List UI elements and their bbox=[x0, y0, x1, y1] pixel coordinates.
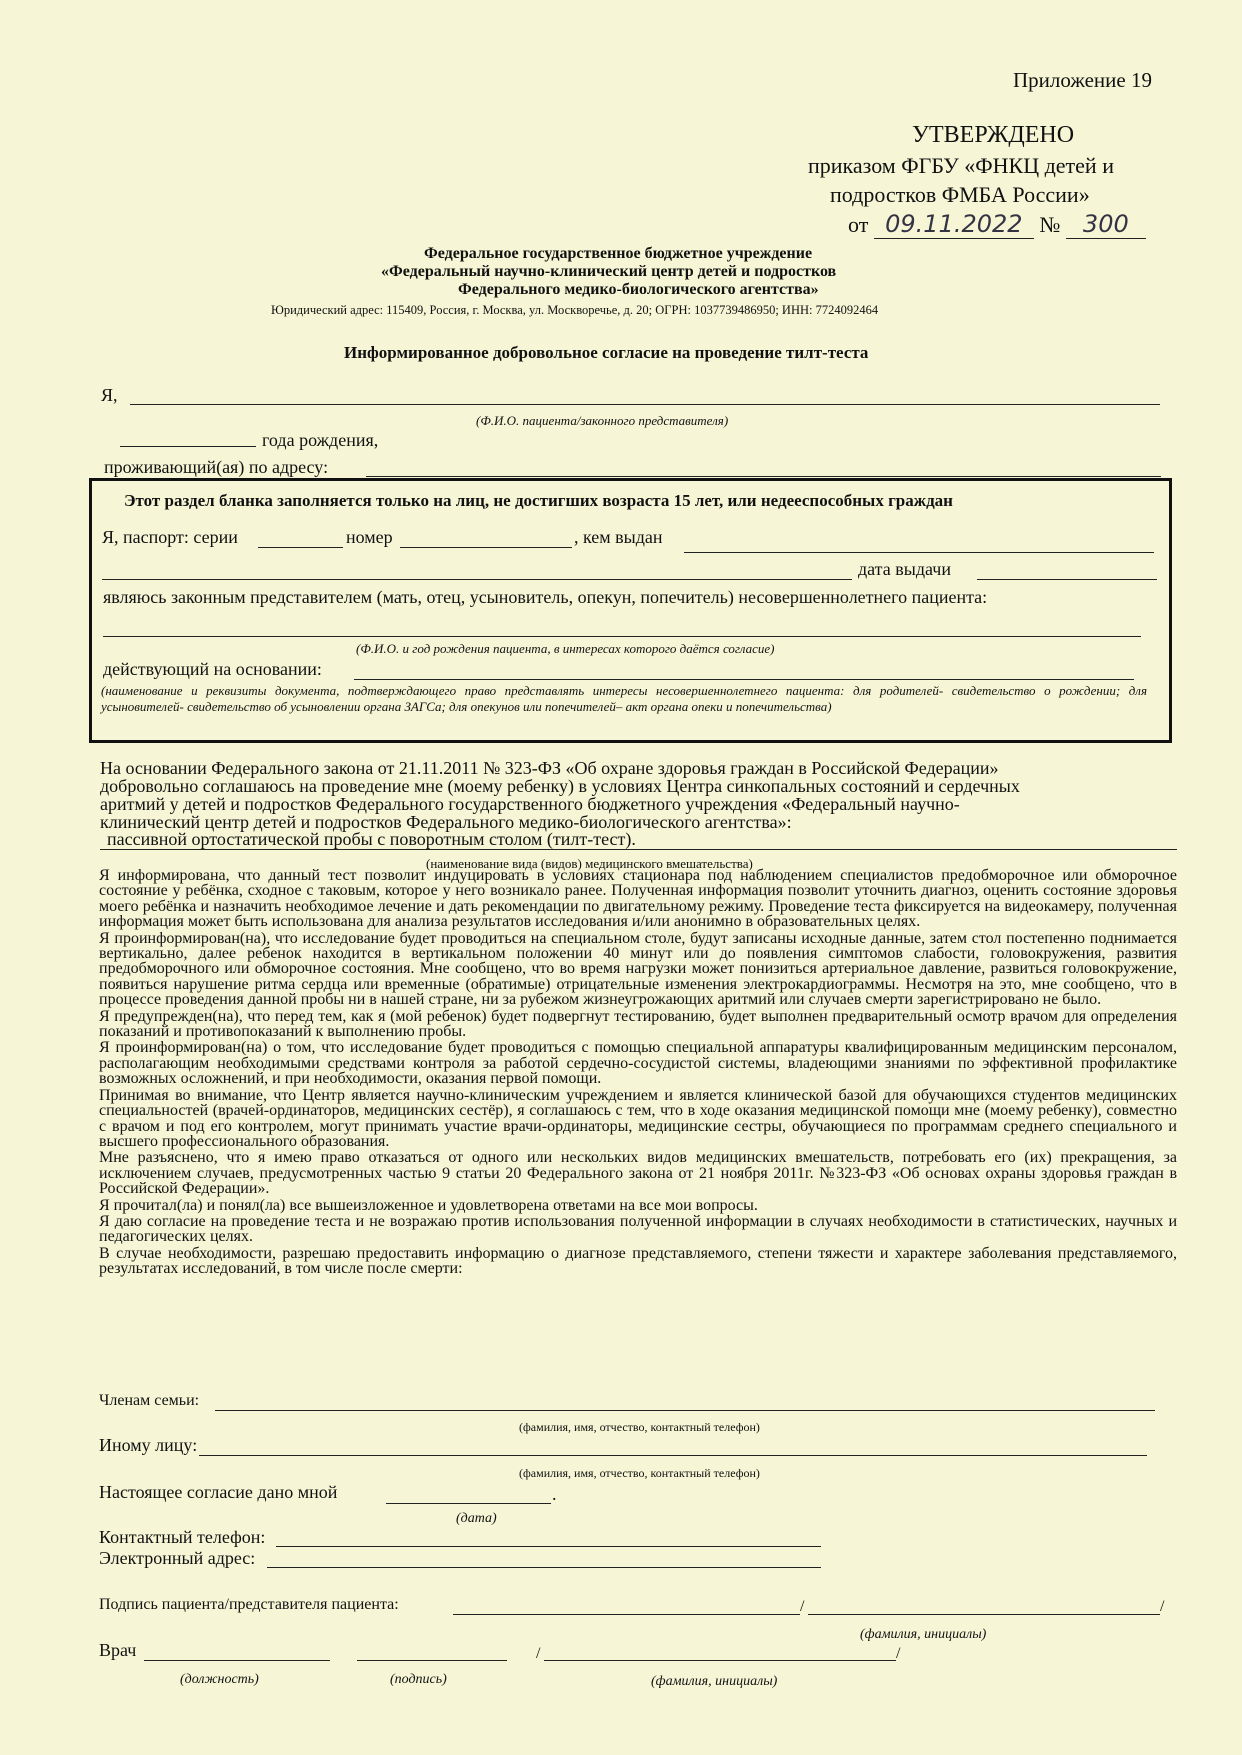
document-title: Информированное добровольное согласие на проведение тилт-теста bbox=[344, 343, 869, 362]
phone-field[interactable] bbox=[276, 1546, 821, 1547]
doctor-slash-2: / bbox=[896, 1645, 901, 1662]
procedure-caption: (наименование вида (видов) медицинского вмешательства) bbox=[426, 856, 753, 871]
approval-number-label: № bbox=[1039, 212, 1061, 237]
consent-line-3: аритмий у детей и подростков Федерального государственного бюджетного учреждения «Федеральный научно- bbox=[100, 794, 960, 814]
paragraph-informed: Я информирована, что данный тест позволит индуцировать в условиях стационара под наблюдением специалистов предобморочное или обморочное состояние у ребёнка, сходное с таковым, которое у него возникало ранее. Полученная информация позволит уточнить диагноз, оценить состояние здоровья моего ребёнка и назначить необходимое лечение и дать рекомендации по двигательному режиму. Проведение теста фиксируется на видеокамеру, полученная информация может быть использована для анализа результатов исследования и/или анонимно в образовательных целях. bbox=[99, 867, 1177, 931]
appendix-label: Приложение 19 bbox=[1013, 68, 1152, 92]
passport-number-field[interactable] bbox=[400, 547, 572, 548]
paragraph-procedure: Я проинформирован(на), что исследование будет проводиться на специальном столе, будут записаны исходные данные, затем стол постепенно поднимается вертикально, далее ребенок находится в вертикальном положении 40 минут или до появления симптомов слабости, головокружения, развития предобморочного или обморочное состояния. Мне сообщено, что во время нагрузки может понизиться артериальное давление, развиться головокружение, появиться нарушение ритма сердца или временные (обратимые) отрицательные изменения электрокардиограммы. Несмотря на это, мне сообщено, что в процессе проведения данной пробы ни в нашей стране, ни за рубежом жизнеугрожающих аритмий или случаев смерти зарегистрировано не было. bbox=[99, 929, 1177, 1009]
signature-slash-2: / bbox=[1160, 1598, 1165, 1615]
guardian-section-heading: Этот раздел бланка заполняется только на лиц, не достигших возраста 15 лет, или недееспособных граждан bbox=[124, 491, 953, 510]
representative-label: являюсь законным представителем (мать, отец, усыновитель, опекун, попечитель) несовершеннолетнего пациента: bbox=[103, 587, 988, 607]
paragraph-students: Принимая во внимание, что Центр является научно-клиническим учреждением и является клинической базой для обучающихся студентов медицинских специальностей (врачей-ординаторов, медицинских сестёр), я соглашаюсь с тем, что в ходе оказания медицинской помощи мне (моему ребенку), совместно с врачом и под его контролем, могут принимать участие врачи-ординаторы, медицинские сестры, обучающиеся по программам среднего специального и высшего профессионального образования. bbox=[99, 1086, 1177, 1150]
signature-slash-1: / bbox=[800, 1598, 805, 1615]
other-person-caption: (фамилия, имя, отчество, контактный телефон) bbox=[519, 1466, 760, 1480]
consent-date-period: . bbox=[552, 1484, 557, 1504]
doctor-position-field[interactable] bbox=[144, 1660, 330, 1661]
patient-fio-field[interactable] bbox=[103, 636, 1141, 637]
org-name-line-1: Федеральное государственное бюджетное учреждение bbox=[424, 245, 813, 262]
phone-label: Контактный телефон: bbox=[99, 1527, 266, 1547]
basis-note: (наименование и реквизиты документа, подтверждающего право представлять интересы несовершеннолетнего пациента: для родителей- свидетельство о рождении; для усыновителей- свидетельство об усыновлении органа ЗАГСа; для опекунов или попечителей– акт органа опеки и попечительства) bbox=[101, 683, 1147, 714]
paragraph-disclosure: В случае необходимости, разрешаю предоставить информацию о диагнозе представляемого, степени тяжести и характере заболевания представляемого, результатах исследований, в том числе после смерти: bbox=[99, 1244, 1177, 1278]
org-name-line-3: Федерального медико-биологического агентства» bbox=[458, 281, 819, 298]
consent-date-caption: (дата) bbox=[456, 1511, 497, 1526]
approval-title: УТВЕРЖДЕНО bbox=[912, 122, 1075, 148]
fio-caption: (Ф.И.О. пациента/законного представителя) bbox=[476, 413, 729, 428]
email-field[interactable] bbox=[267, 1567, 821, 1568]
doctor-signature-field[interactable] bbox=[357, 1660, 507, 1661]
approval-number: 300 bbox=[1082, 210, 1129, 238]
issue-date-label: дата выдачи bbox=[858, 559, 951, 579]
approval-from-label: от bbox=[848, 212, 869, 237]
paragraph-refusal-right: Мне разъяснено, что я имею право отказаться от одного или нескольких видов медицинских вмешательств, потребовать его (их) прекращения, за исключением случаев, предусмотренных частью 9 статьи 20 Федерального закона от 21 ноября 2011г. №323-ФЗ «Об основах охраны здоровья граждан в Российской Федерации». bbox=[99, 1149, 1177, 1198]
paragraph-equipment: Я проинформирован(на) о том, что исследование будет проводиться с помощью специальной аппаратуры квалифицированным медицинским персоналом, располагающим необходимыми средствами контроля за работой сердечно-сосудистой системы, владеющими знаниями по эффективной профилактике возможных осложнений, и при необходимости, оказания первой помощи. bbox=[99, 1039, 1177, 1088]
issued-by-field[interactable] bbox=[684, 552, 1154, 553]
acting-basis-field[interactable] bbox=[354, 679, 1134, 680]
procedure-name: пассивной ортостатической пробы с поворотным столом (тилт-тест). bbox=[107, 829, 636, 849]
doctor-name-caption: (фамилия, инициалы) bbox=[651, 1674, 778, 1689]
patient-name-caption: (фамилия, инициалы) bbox=[860, 1627, 987, 1642]
issued-by-field-cont[interactable] bbox=[102, 579, 852, 580]
family-field[interactable] bbox=[215, 1410, 1155, 1411]
family-caption: (фамилия, имя, отчество, контактный телефон) bbox=[519, 1420, 760, 1434]
consent-line-2: добровольно соглашаюсь на проведение мне (моему ребенку) в условиях Центра синкопальных состояний и сердечных bbox=[100, 776, 1020, 796]
address-label: проживающий(ая) по адресу: bbox=[104, 457, 329, 477]
other-person-field[interactable] bbox=[199, 1455, 1147, 1456]
passport-series-label: Я, паспорт: серии bbox=[102, 527, 238, 547]
issue-date-field[interactable] bbox=[977, 579, 1157, 580]
issued-by-label: , кем выдан bbox=[574, 527, 663, 547]
acting-basis-label: действующий на основании: bbox=[103, 659, 322, 679]
procedure-line bbox=[100, 849, 1177, 850]
approval-line-2: подростков ФМБА России» bbox=[830, 182, 1090, 207]
consent-date-field[interactable] bbox=[386, 1503, 551, 1504]
signature-label: Подпись пациента/представителя пациента: bbox=[99, 1596, 399, 1613]
birth-year-field[interactable] bbox=[120, 446, 256, 447]
address-field[interactable] bbox=[366, 476, 1161, 477]
patient-fio-caption: (Ф.И.О. и год рождения пациента, в интересах которого даётся согласие) bbox=[356, 641, 775, 656]
other-person-label: Иному лицу: bbox=[99, 1435, 198, 1455]
approval-date: 09.11.2022 bbox=[885, 210, 1023, 238]
approval-date-row bbox=[848, 210, 1146, 239]
consent-given-label: Настоящее согласие дано мной bbox=[99, 1482, 338, 1502]
doctor-signature-caption: (подпись) bbox=[390, 1672, 447, 1687]
paragraph-understood: Я прочитал(ла) и понял(ла) все вышеизложенное и удовлетворена ответами на все мои вопросы. bbox=[99, 1196, 758, 1214]
consent-line-1: На основании Федерального закона от 21.11.2011 № 323-ФЗ «Об охране здоровья граждан в Российской Федерации» bbox=[100, 758, 999, 778]
passport-number-label: номер bbox=[346, 527, 393, 547]
consent-line-4: клинический центр детей и подростков Федерального медико-биологического агентства»: bbox=[100, 812, 792, 832]
email-label: Электронный адрес: bbox=[99, 1548, 256, 1568]
family-label: Членам семьи: bbox=[99, 1392, 200, 1409]
paragraph-warning: Я предупрежден(на), что перед тем, как я (мой ребенок) будет подвергнут тестированию, будет выполнен предварительный осмотр врачом для определения показаний и противопоказаний к выполнению пробы. bbox=[99, 1007, 1177, 1041]
consent-body bbox=[99, 868, 1177, 1277]
birth-year-label: года рождения, bbox=[262, 430, 379, 450]
doctor-name-field[interactable] bbox=[544, 1660, 896, 1661]
paragraph-data-use: Я даю согласие на проведение теста и не возражаю против использования полученной информации в случаях необходимости в статистических, научных и педагогических целях. bbox=[99, 1212, 1177, 1246]
patient-signature-field[interactable] bbox=[453, 1614, 800, 1615]
patient-name-field[interactable] bbox=[808, 1614, 1160, 1615]
fio-field[interactable] bbox=[130, 404, 1160, 405]
approval-line-1: приказом ФГБУ «ФНКЦ детей и bbox=[808, 153, 1114, 178]
legal-address: Юридический адрес: 115409, Россия, г. Москва, ул. Москворечье, д. 20; ОГРН: 1037739486950; ИНН: 7724092464 bbox=[271, 303, 879, 317]
doctor-label: Врач bbox=[99, 1640, 137, 1660]
doctor-slash-1: / bbox=[536, 1645, 541, 1662]
passport-series-field[interactable] bbox=[258, 547, 343, 548]
org-name-line-2: «Федеральный научно-клинический центр детей и подростков bbox=[381, 263, 837, 280]
i-label: Я, bbox=[101, 385, 118, 405]
doctor-position-caption: (должность) bbox=[180, 1672, 259, 1687]
